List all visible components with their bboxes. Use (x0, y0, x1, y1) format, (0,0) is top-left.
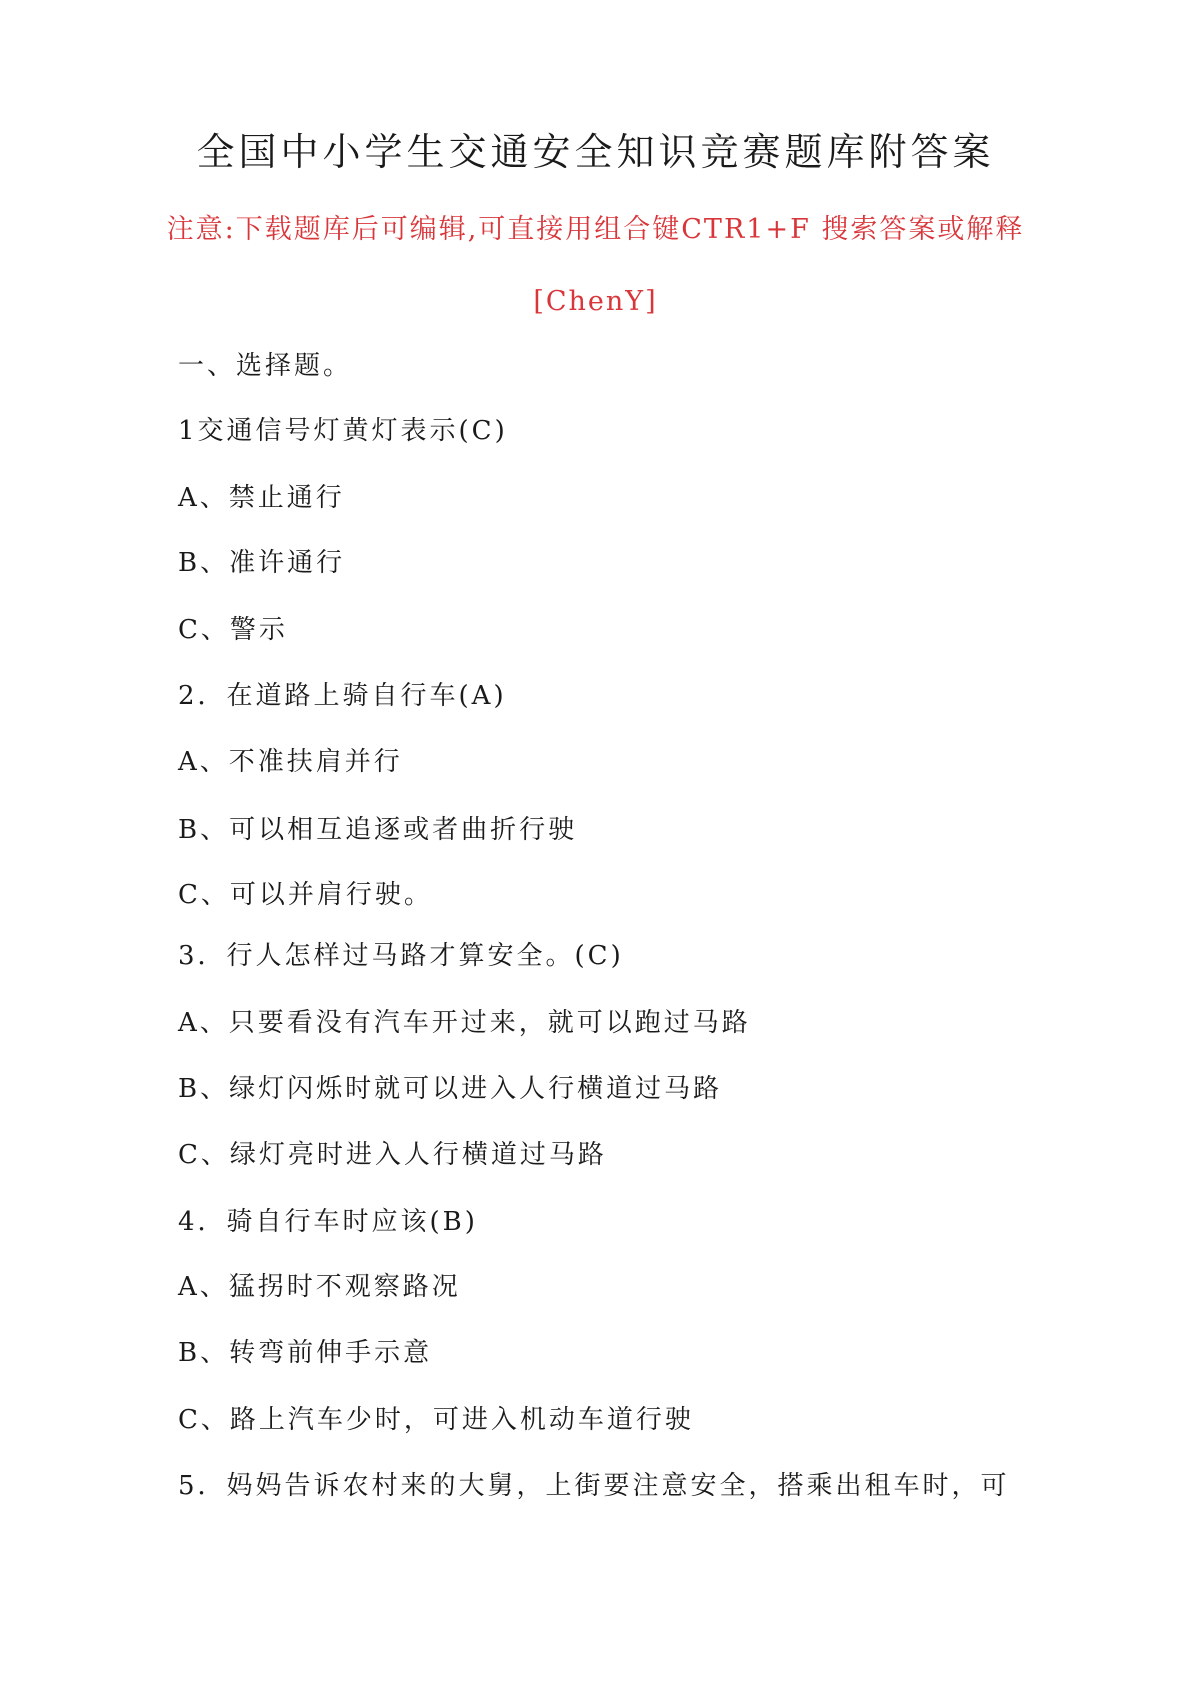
section-heading: 一、选择题。 (178, 351, 353, 381)
notice-line: 注意:下载题库后可编辑,可直接用组合键CTR1+F 搜索答案或解释 (166, 214, 1025, 245)
question-stem: 1交通信号灯黄灯表示(C) (178, 416, 508, 446)
question-option: C、路上汽车少时，可进入机动车道行驶 (178, 1405, 694, 1435)
question-stem: 5．妈妈告诉农村来的大舅，上街要注意安全，搭乘出租车时，可 (178, 1471, 1010, 1501)
question-option: C、绿灯亮时进入人行横道过马路 (178, 1140, 607, 1170)
notice-author-tag: [ChenY] (533, 286, 658, 317)
question-stem: 4．骑自行车时应该(B) (178, 1207, 478, 1237)
question-stem: 3．行人怎样过马路才算安全。(C) (178, 941, 624, 971)
question-option: A、只要看没有汽车开过来，就可以跑过马路 (178, 1008, 751, 1038)
question-stem: 2．在道路上骑自行车(A) (178, 681, 507, 711)
document-title: 全国中小学生交通安全知识竞赛题库附答案 (196, 130, 995, 174)
question-option: B、准许通行 (178, 548, 346, 578)
question-option: A、禁止通行 (178, 483, 345, 513)
question-option: B、绿灯闪烁时就可以进入人行横道过马路 (178, 1074, 723, 1104)
question-option: C、可以并肩行驶。 (178, 880, 433, 910)
question-option: B、转弯前伸手示意 (178, 1338, 433, 1368)
question-option: B、可以相互追逐或者曲折行驶 (178, 815, 578, 845)
question-option: A、不准扶肩并行 (178, 747, 403, 777)
question-option: A、猛拐时不观察路况 (178, 1272, 461, 1302)
question-option: C、警示 (178, 615, 288, 645)
